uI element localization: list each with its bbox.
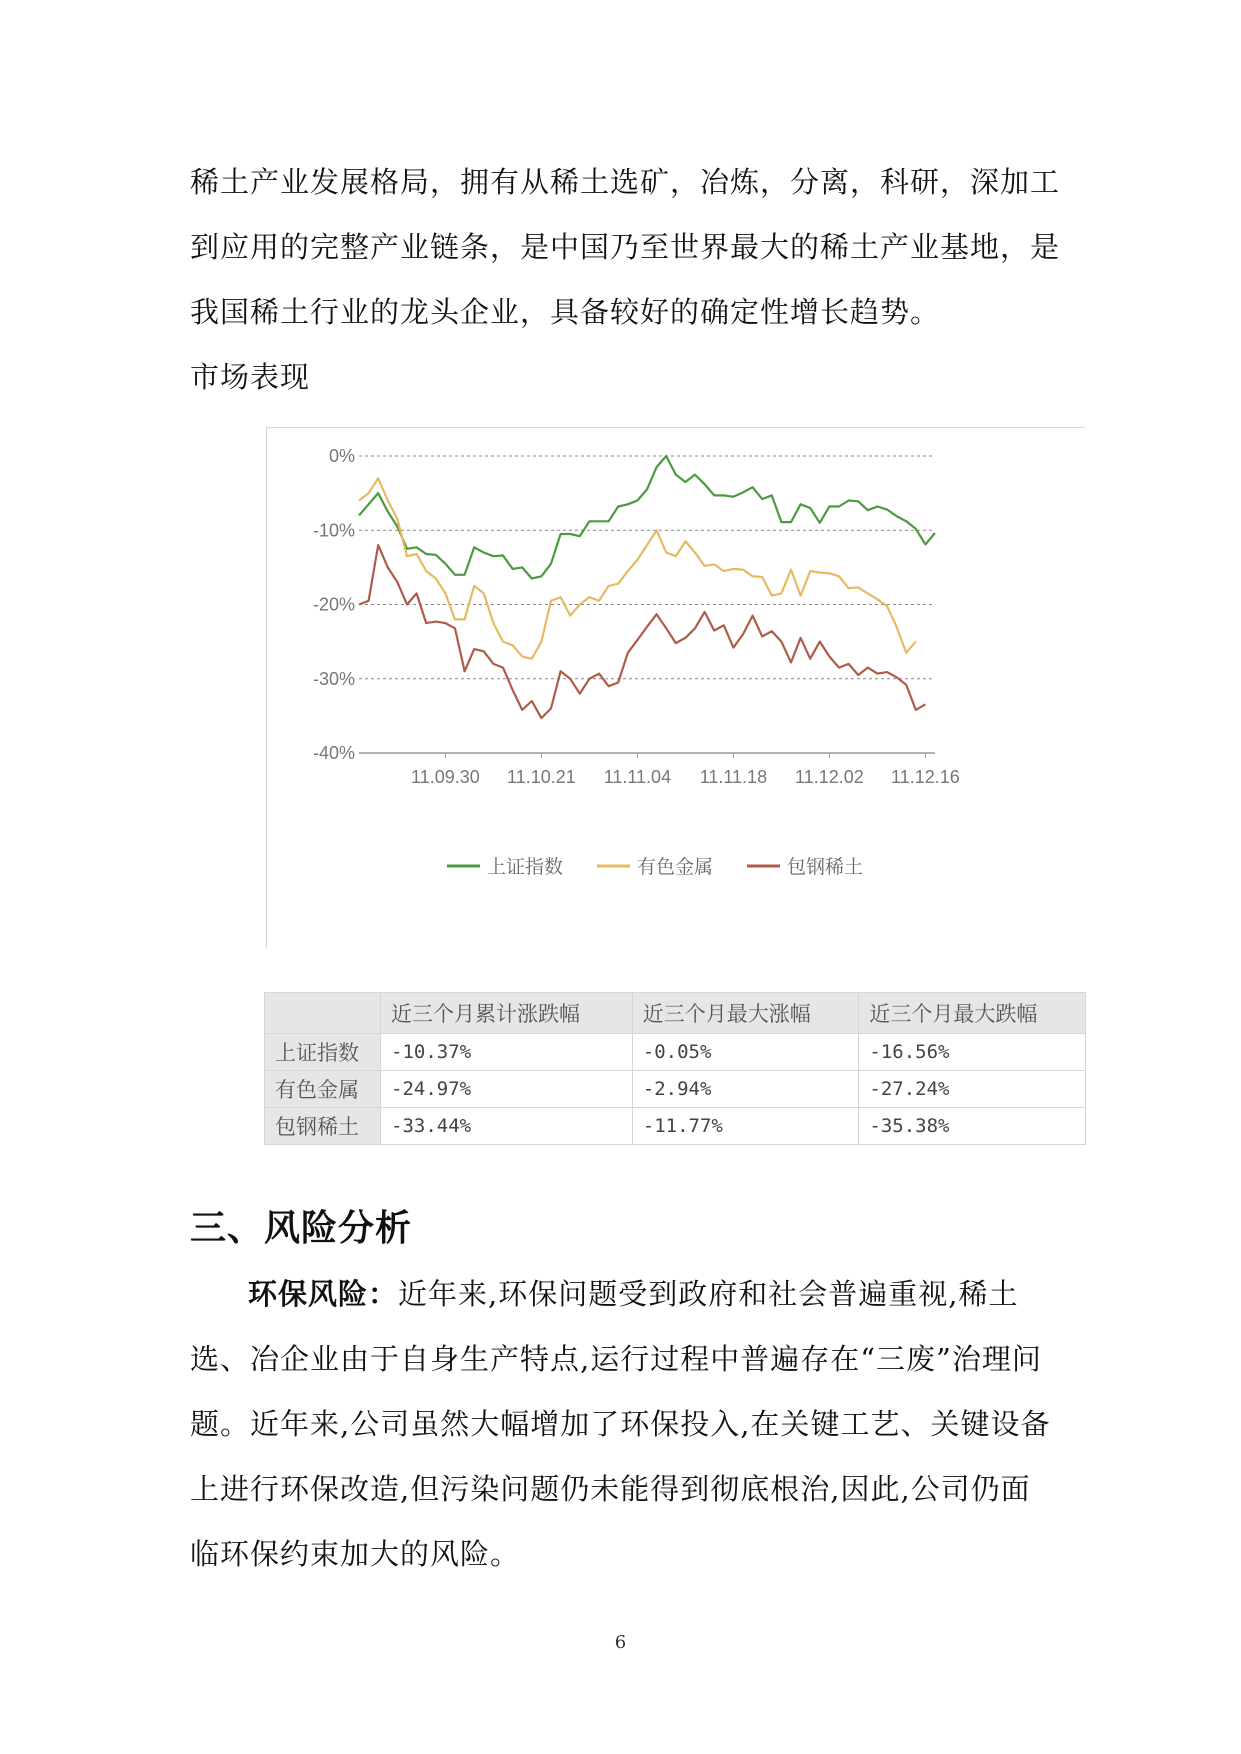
page-number: 6 xyxy=(614,1632,627,1653)
legend-label: 上证指数 xyxy=(487,856,564,878)
intro-paragraph: 稀土产业发展格局，拥有从稀土选矿，冶炼，分离，科研，深加工到应用的完整产业链条，是中国乃至世界最大的稀土产业基地，是我国稀土行业的龙头企业，具备较好的确定性增长趋势。 xyxy=(190,165,1061,329)
market-chart xyxy=(266,427,1085,948)
legend-label: 有色金属 xyxy=(637,856,714,878)
cell-cumulative: -33.44% xyxy=(381,1108,633,1145)
table-header-row xyxy=(265,993,1086,1034)
table-row xyxy=(265,1034,1086,1071)
x-tick-label: 11.10.21 xyxy=(507,767,576,787)
header-max-gain: 近三个月最大涨幅 xyxy=(632,993,859,1034)
line-chart-svg xyxy=(267,428,1085,948)
table-row xyxy=(265,1071,1086,1108)
chart-legend xyxy=(447,856,863,878)
risk-body: 近年来,环保问题受到政府和社会普遍重视,稀土选、冶企业由于自身生产特点,运行过程中普遍存在“三废”治理问题。近年来,公司虽然大幅增加了环保投入,在关键工艺、关键设备上进行环保改造,但污染问题仍未能得到彻底根治,因此,公司仍面临环保约束加大的风险。 xyxy=(190,1277,1051,1571)
cell-max-gain: -11.77% xyxy=(632,1108,859,1145)
series-line-1 xyxy=(359,456,935,579)
chart-axes xyxy=(313,446,960,787)
table-row xyxy=(265,1108,1086,1145)
y-tick-label: 0% xyxy=(328,446,355,466)
cell-cumulative: -10.37% xyxy=(381,1034,633,1071)
header-max-loss: 近三个月最大跌幅 xyxy=(859,993,1086,1034)
performance-table xyxy=(264,992,1086,1145)
cell-cumulative: -24.97% xyxy=(381,1071,633,1108)
x-tick-label: 11.11.18 xyxy=(699,767,768,787)
y-tick-label: -40% xyxy=(312,743,355,763)
market-performance-label: 市场表现 xyxy=(190,360,311,394)
series-line-2 xyxy=(359,478,916,658)
y-tick-label: -20% xyxy=(312,594,355,615)
row-label: 上证指数 xyxy=(265,1034,381,1071)
risk-paragraph xyxy=(190,1262,1060,1587)
header-cumulative: 近三个月累计涨跌幅 xyxy=(381,993,633,1034)
cell-max-loss: -35.38% xyxy=(859,1108,1086,1145)
series-line-3 xyxy=(359,545,925,718)
x-tick-label: 11.12.16 xyxy=(891,767,960,787)
x-tick-label: 11.12.02 xyxy=(795,767,864,787)
x-tick-label: 11.11.04 xyxy=(603,767,672,787)
cell-max-gain: -2.94% xyxy=(632,1071,859,1108)
legend-label: 包钢稀土 xyxy=(787,856,864,878)
row-label: 包钢稀土 xyxy=(265,1108,381,1145)
risk-lead: 环保风险： xyxy=(248,1277,399,1311)
row-label: 有色金属 xyxy=(265,1071,381,1108)
cell-max-loss: -16.56% xyxy=(859,1034,1086,1071)
cell-max-gain: -0.05% xyxy=(632,1034,859,1071)
table-corner-cell xyxy=(265,993,381,1034)
y-tick-label: -10% xyxy=(312,520,355,541)
section-heading: 三、风险分析 xyxy=(190,1208,413,1249)
x-tick-label: 11.09.30 xyxy=(411,767,480,787)
cell-max-loss: -27.24% xyxy=(859,1071,1086,1108)
y-tick-label: -30% xyxy=(312,668,355,689)
